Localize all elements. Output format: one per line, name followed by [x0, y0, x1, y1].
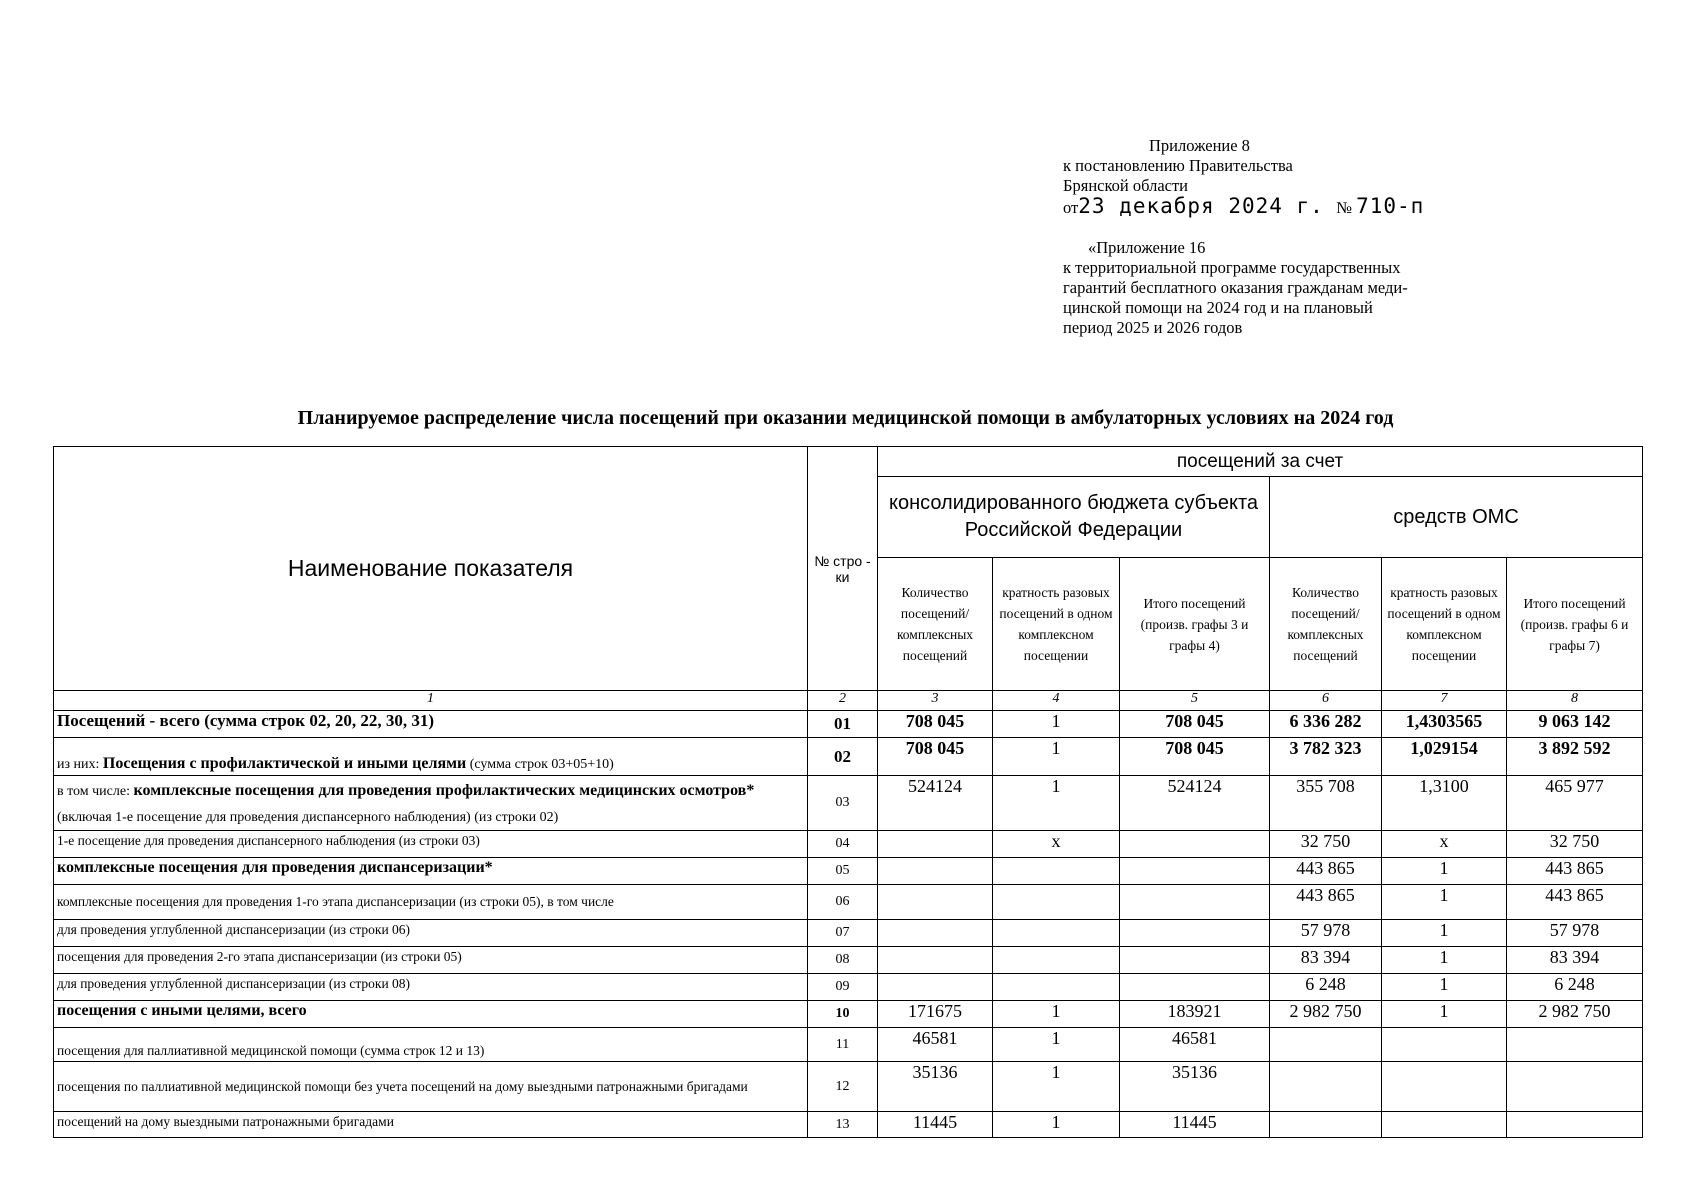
cell-c4: 1 [993, 1112, 1120, 1138]
cell-c8: 3 892 592 [1507, 738, 1643, 776]
table-row [54, 776, 1643, 831]
cell-c8 [1507, 1112, 1643, 1138]
cell-c4 [993, 920, 1120, 947]
cell-c5: 524124 [1120, 776, 1270, 831]
row-number: 02 [808, 738, 878, 776]
table-row [54, 858, 1643, 885]
cell-c6: 32 750 [1270, 831, 1382, 858]
annex-line-1: «Приложение 16 [1088, 238, 1206, 257]
cell-c4 [993, 947, 1120, 974]
row-number: 06 [808, 885, 878, 920]
header-col-4: кратность разовых посещений в одном комплексном посещении [993, 558, 1120, 691]
cell-c6 [1270, 1062, 1382, 1112]
table-row [54, 1001, 1643, 1028]
cell-c8 [1507, 1062, 1643, 1112]
cell-c5 [1120, 920, 1270, 947]
table-row [54, 1028, 1643, 1062]
cell-c5 [1120, 885, 1270, 920]
col-number: 6 [1270, 691, 1382, 711]
row-name: комплексные посещения для проведения 1-го этапа диспансеризации (из строки 05), в том числе [54, 885, 808, 920]
cell-c3 [878, 947, 993, 974]
cell-c6: 355 708 [1270, 776, 1382, 831]
cell-c5 [1120, 858, 1270, 885]
cell-c6: 6 248 [1270, 974, 1382, 1001]
table-row [54, 831, 1643, 858]
cell-c3: 46581 [878, 1028, 993, 1062]
cell-c3: 171675 [878, 1001, 993, 1028]
row-number: 12 [808, 1062, 878, 1112]
row-number: 11 [808, 1028, 878, 1062]
date-prefix: от [1063, 198, 1079, 217]
cell-c7: 1,3100 [1382, 776, 1507, 831]
row-name: посещения по паллиативной медицинской помощи без учета посещений на дому выездными патронажными бригадами [54, 1062, 808, 1112]
col-number: 5 [1120, 691, 1270, 711]
row-prefix: в том числе: [57, 784, 134, 799]
header-line-resolution: к постановлению Правительства [1063, 156, 1293, 175]
header-date-line [1063, 196, 1503, 218]
cell-c7: 1 [1382, 858, 1507, 885]
table-row [54, 947, 1643, 974]
cell-c3: 708 045 [878, 711, 993, 738]
cell-c5: 46581 [1120, 1028, 1270, 1062]
cell-c8: 57 978 [1507, 920, 1643, 947]
row-name [54, 776, 808, 831]
cell-c3: 708 045 [878, 738, 993, 776]
cell-c4: 1 [993, 1028, 1120, 1062]
row-number: 03 [808, 776, 878, 831]
cell-c6: 443 865 [1270, 885, 1382, 920]
row-name: для проведения углубленной диспансеризации (из строки 06) [54, 920, 808, 947]
header-col-6: Количество посещений/ комплексных посещений [1270, 558, 1382, 691]
cell-c5: 11445 [1120, 1112, 1270, 1138]
cell-c6 [1270, 1028, 1382, 1062]
cell-c8 [1507, 1028, 1643, 1062]
cell-c7: 1 [1382, 1001, 1507, 1028]
row-suffix: (включая 1-е посещение для проведения диспансерного наблюдения) (из строки 02) [57, 810, 559, 825]
table-row [54, 738, 1643, 776]
col-number: 2 [808, 691, 878, 711]
cell-c3: 11445 [878, 1112, 993, 1138]
cell-c5: 708 045 [1120, 738, 1270, 776]
date-typed: 23 декабря 2024 г. [1078, 194, 1324, 218]
header-line-region: Брянской области [1063, 176, 1189, 195]
row-name [54, 738, 808, 776]
cell-c8: 443 865 [1507, 885, 1643, 920]
visits-table [53, 446, 1643, 1138]
header-oms-funds: средств ОМС [1270, 477, 1643, 558]
row-number: 01 [808, 711, 878, 738]
cell-c6: 57 978 [1270, 920, 1382, 947]
row-number: 13 [808, 1112, 878, 1138]
row-name: посещений на дому выездными патронажными бригадами [54, 1112, 808, 1138]
column-number-row [54, 691, 1643, 711]
row-number: 05 [808, 858, 878, 885]
cell-c7: х [1382, 831, 1507, 858]
row-name: посещения для проведения 2-го этапа диспансеризации (из строки 05) [54, 947, 808, 974]
row-prefix: из них: [57, 757, 103, 772]
cell-c4: 1 [993, 776, 1120, 831]
cell-c4: 1 [993, 711, 1120, 738]
row-number: 10 [808, 1001, 878, 1028]
header-regional-budget: консолидированного бюджета субъекта Российской Федерации [878, 477, 1270, 558]
cell-c4: 1 [993, 1001, 1120, 1028]
header-line-annex: Приложение 8 [1149, 136, 1250, 155]
cell-c6: 2 982 750 [1270, 1001, 1382, 1028]
annex-line-5: период 2025 и 2026 годов [1063, 318, 1243, 337]
cell-c7 [1382, 1112, 1507, 1138]
header-name: Наименование показателя [54, 447, 808, 691]
cell-c6: 3 782 323 [1270, 738, 1382, 776]
cell-c6: 6 336 282 [1270, 711, 1382, 738]
annex-line-2: к территориальной программе государственных [1063, 258, 1401, 277]
cell-c7 [1382, 1062, 1507, 1112]
cell-c7: 1 [1382, 920, 1507, 947]
header-col-8: Итого посещений (произв. графы 6 и графы 7) [1507, 558, 1643, 691]
cell-c5: 183921 [1120, 1001, 1270, 1028]
cell-c8: 32 750 [1507, 831, 1643, 858]
cell-c7: 1,4303565 [1382, 711, 1507, 738]
cell-c3 [878, 974, 993, 1001]
cell-c4 [993, 885, 1120, 920]
row-number: 04 [808, 831, 878, 858]
cell-c3: 524124 [878, 776, 993, 831]
cell-c4 [993, 858, 1120, 885]
cell-c7: 1 [1382, 974, 1507, 1001]
cell-c6: 443 865 [1270, 858, 1382, 885]
row-number: 09 [808, 974, 878, 1001]
cell-c8: 465 977 [1507, 776, 1643, 831]
header-col-5: Итого посещений (произв. графы 3 и графы 4) [1120, 558, 1270, 691]
cell-c8: 2 982 750 [1507, 1001, 1643, 1028]
row-suffix: (сумма строк 03+05+10) [466, 757, 614, 772]
cell-c6: 83 394 [1270, 947, 1382, 974]
cell-c3 [878, 920, 993, 947]
row-name: 1-е посещение для проведения диспансерного наблюдения (из строки 03) [54, 831, 808, 858]
cell-c4: 1 [993, 738, 1120, 776]
row-name: комплексные посещения для проведения диспансеризации* [54, 858, 808, 885]
number-sign: № [1336, 198, 1352, 217]
col-number: 3 [878, 691, 993, 711]
cell-c3: 35136 [878, 1062, 993, 1112]
cell-c7 [1382, 1028, 1507, 1062]
col-number: 7 [1382, 691, 1507, 711]
cell-c3 [878, 885, 993, 920]
cell-c8: 83 394 [1507, 947, 1643, 974]
header-row-no: № стро - ки [808, 447, 878, 691]
cell-c4 [993, 974, 1120, 1001]
document-header [1063, 136, 1503, 338]
cell-c5 [1120, 947, 1270, 974]
header-col-3: Количество посещений/ комплексных посещений [878, 558, 993, 691]
col-number: 4 [993, 691, 1120, 711]
table-row [54, 974, 1643, 1001]
annex-line-3: гарантий бесплатного оказания гражданам меди- [1063, 278, 1408, 297]
row-title: комплексные посещения для проведения профилактических медицинских осмотров* [133, 782, 755, 799]
table-row [54, 711, 1643, 738]
col-number: 1 [54, 691, 808, 711]
number-typed: 710-п [1356, 194, 1425, 218]
table-row [54, 885, 1643, 920]
cell-c4: 1 [993, 1062, 1120, 1112]
cell-c5 [1120, 974, 1270, 1001]
annex-line-4: цинской помощи на 2024 год и на плановый [1063, 298, 1373, 317]
cell-c3 [878, 858, 993, 885]
table-row [54, 920, 1643, 947]
row-name: Посещений - всего (сумма строк 02, 20, 22, 30, 31) [54, 711, 808, 738]
cell-c5: 35136 [1120, 1062, 1270, 1112]
table-row [54, 1062, 1643, 1112]
cell-c8: 6 248 [1507, 974, 1643, 1001]
cell-c6 [1270, 1112, 1382, 1138]
cell-c7: 1 [1382, 947, 1507, 974]
table-row [54, 1112, 1643, 1138]
row-name: посещения для паллиативной медицинской помощи (сумма строк 12 и 13) [54, 1028, 808, 1062]
row-title: Посещения с профилактической и иными целями [102, 755, 467, 772]
row-number: 07 [808, 920, 878, 947]
header-visits-source: посещений за счет [878, 447, 1643, 477]
cell-c8: 443 865 [1507, 858, 1643, 885]
row-name: для проведения углубленной диспансеризации (из строки 08) [54, 974, 808, 1001]
header-col-7: кратность разовых посещений в одном комплексном посещении [1382, 558, 1507, 691]
cell-c7: 1 [1382, 885, 1507, 920]
col-number: 8 [1507, 691, 1643, 711]
cell-c4: х [993, 831, 1120, 858]
cell-c8: 9 063 142 [1507, 711, 1643, 738]
row-number: 08 [808, 947, 878, 974]
cell-c5 [1120, 831, 1270, 858]
cell-c5: 708 045 [1120, 711, 1270, 738]
row-name: посещения с иными целями, всего [54, 1001, 808, 1028]
document-title: Планируемое распределение числа посещений при оказании медицинской помощи в амбулаторных условиях на 2024 год [297, 407, 1394, 429]
cell-c3 [878, 831, 993, 858]
cell-c7: 1,029154 [1382, 738, 1507, 776]
